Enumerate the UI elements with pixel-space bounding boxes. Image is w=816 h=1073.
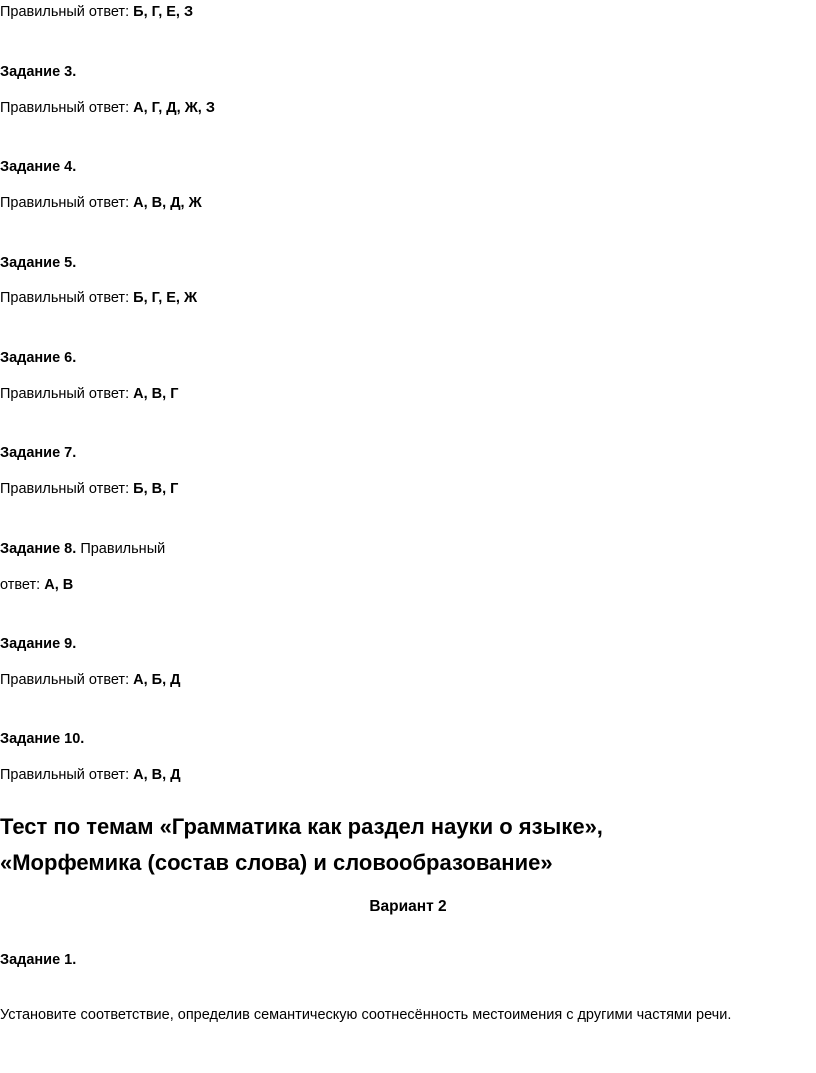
variant-heading: Вариант 2 [369,898,447,915]
answer-value: Б, В, Г [133,481,179,497]
answer-line [0,479,178,499]
answer-value: А, Б, Д [133,672,181,688]
test-title-line-2: «Морфемика (состав слова) и словообразование» [0,850,553,875]
answer-line [0,539,165,559]
task-heading: Задание 1. [0,952,77,968]
task-heading: Задание 5. [0,255,77,271]
task-heading: Задание 3. [0,64,77,80]
answer-label: Правильный ответ: [0,481,134,497]
answer-line [0,670,180,690]
answer-line [0,575,73,595]
answer-label: Правильный ответ: [0,100,134,116]
answer-label: Правильный ответ: [0,195,134,211]
answer-label: Правильный [80,541,166,557]
answer-line [0,384,178,404]
task-heading: Задание 9. [0,636,77,652]
answer-value: Б, Г, Е, З [133,4,194,20]
answer-line [0,193,202,213]
answer-value: А, В, Д, Ж [133,195,202,211]
answer-label: Правильный ответ: [0,290,134,306]
answer-value: А, В, Г [133,386,179,402]
task-heading: Задание 7. [0,445,77,461]
answer-value: А, Г, Д, Ж, З [133,100,215,116]
answer-line [0,98,215,118]
task-heading: Задание 10. [0,731,85,747]
answer-line [0,2,193,22]
answer-value: А, В [44,577,74,593]
task-instruction: Установите соответствие, определив семантическую соотнесённость местоимения с другими частями речи. [0,1007,732,1023]
test-title-line-1: Тест по темам «Грамматика как раздел науки о языке», [0,814,603,839]
answer-line [0,765,181,785]
answer-label: Правильный ответ: [0,672,134,688]
task-heading: Задание 8. [0,541,77,557]
task-heading: Задание 6. [0,350,77,366]
answer-value: А, В, Д [133,767,181,783]
answer-label: Правильный ответ: [0,767,134,783]
answer-value: Б, Г, Е, Ж [133,290,198,306]
answer-label: Правильный ответ: [0,4,134,20]
answer-label: ответ: [0,577,45,593]
answer-label: Правильный ответ: [0,386,134,402]
task-heading: Задание 4. [0,159,77,175]
answer-line [0,288,197,308]
